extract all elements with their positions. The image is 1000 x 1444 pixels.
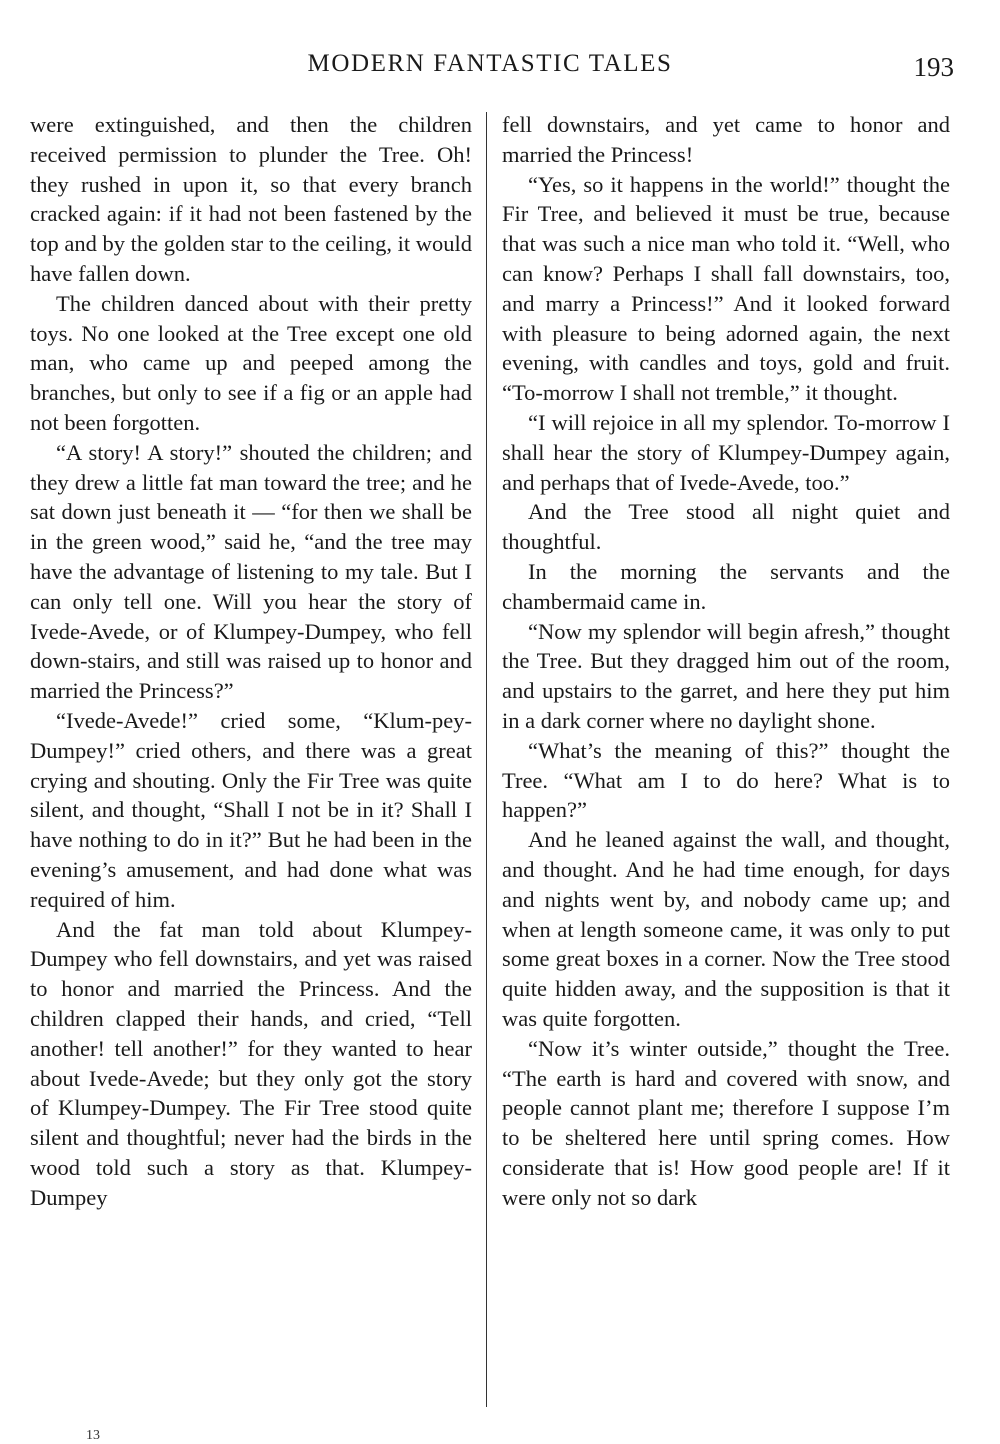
paragraph: And the fat man told about Klumpey-Dumpey who fell downstairs, and yet was raised to honor and married the Princess. And the children clapped their hands, and cried, “Tell another! tell another!” for they wanted to hear about Ivede-Avede; but they only got the story of Klumpey-Dumpey. The Fir Tree stood quite silent and thoughtful; never had the birds in the wood told such a story as that. Klumpey-Dumpey bbox=[30, 916, 472, 1210]
paragraph: And he leaned against the wall, and thought, and thought. And he had time enough, for days and nights went by, and nobody came up; and when at length someone came, it was only to put some great boxes in a corner. Now the Tree stood quite hidden away, and the supposition is that it was quite forgotten. bbox=[502, 827, 950, 1031]
paragraph: “Now it’s winter outside,” thought the Tree. “The earth is hard and covered with snow, and people cannot plant me; therefore I suppose I’m to be sheltered here until spring comes. How considerate that is! How good people are! If it were only not so dark bbox=[502, 1035, 950, 1210]
page-number: 193 bbox=[913, 52, 954, 82]
signature-mark: 13 bbox=[86, 1428, 100, 1443]
paragraph: In the morning the servants and the chambermaid came in. bbox=[502, 558, 950, 614]
paragraph: “Ivede-Avede!” cried some, “Klum-pey-Dumpey!” cried others, and there was a great crying and shouting. Only the Fir Tree was quite silent, and thought, “Shall I not be in it? Shall I have nothing to do in it?” But he had been in the evening’s amusement, and had done what was required of him. bbox=[30, 707, 472, 912]
paragraph: The children danced about with their pretty toys. No one looked at the Tree except one old man, who came up and peeped among the branches, but only to see if a fig or an apple had not been forgotten. bbox=[30, 290, 472, 435]
paragraph: “What’s the meaning of this?” thought the Tree. “What am I to do here? What is to happen?” bbox=[502, 737, 950, 823]
paragraph: “I will rejoice in all my splendor. To-morrow I shall hear the story of Klumpey-Dumpey again, and perhaps that of Ivede-Avede, too.” bbox=[502, 409, 950, 495]
running-head bbox=[0, 50, 1000, 84]
column-divider bbox=[486, 112, 487, 1407]
running-title: MODERN FANTASTIC TALES bbox=[307, 50, 673, 77]
left-column bbox=[30, 110, 472, 1212]
paragraph: And the Tree stood all night quiet and thoughtful. bbox=[502, 499, 950, 555]
paragraph: “Yes, so it happens in the world!” thought the Fir Tree, and believed it must be true, because that was such a nice man who told it. “Well, who can know? Perhaps I shall fall downstairs, too, and marry a Princess!” And it looked forward with pleasure to being adorned again, the next evening, with candles and toys, gold and fruit. “To-morrow I shall not tremble,” it thought. bbox=[502, 171, 950, 406]
paragraph: were extinguished, and then the children received permission to plunder the Tree. Oh! they rushed in upon it, so that every branch cracked again: if it had not been fastened by the top and by the golden star to the ceiling, it would have fallen down. bbox=[30, 112, 472, 286]
paragraph: fell downstairs, and yet came to honor and married the Princess! bbox=[502, 112, 950, 167]
right-column bbox=[502, 110, 950, 1212]
paragraph: “A story! A story!” shouted the children; and they drew a little fat man toward the tree; and he sat down just beneath it — “for then we shall be in the green wood,” said he, “and the tree may have the advantage of listening to my tale. But I can only tell one. Will you hear the story of Ivede-Avede, or of Klumpey-Dumpey, who fell down-stairs, and still was raised up to honor and married the Princess?” bbox=[30, 439, 472, 704]
paragraph: “Now my splendor will begin afresh,” thought the Tree. But they dragged him out of the room, and upstairs to the garret, and here they put him in a dark corner where no daylight shone. bbox=[502, 618, 950, 733]
